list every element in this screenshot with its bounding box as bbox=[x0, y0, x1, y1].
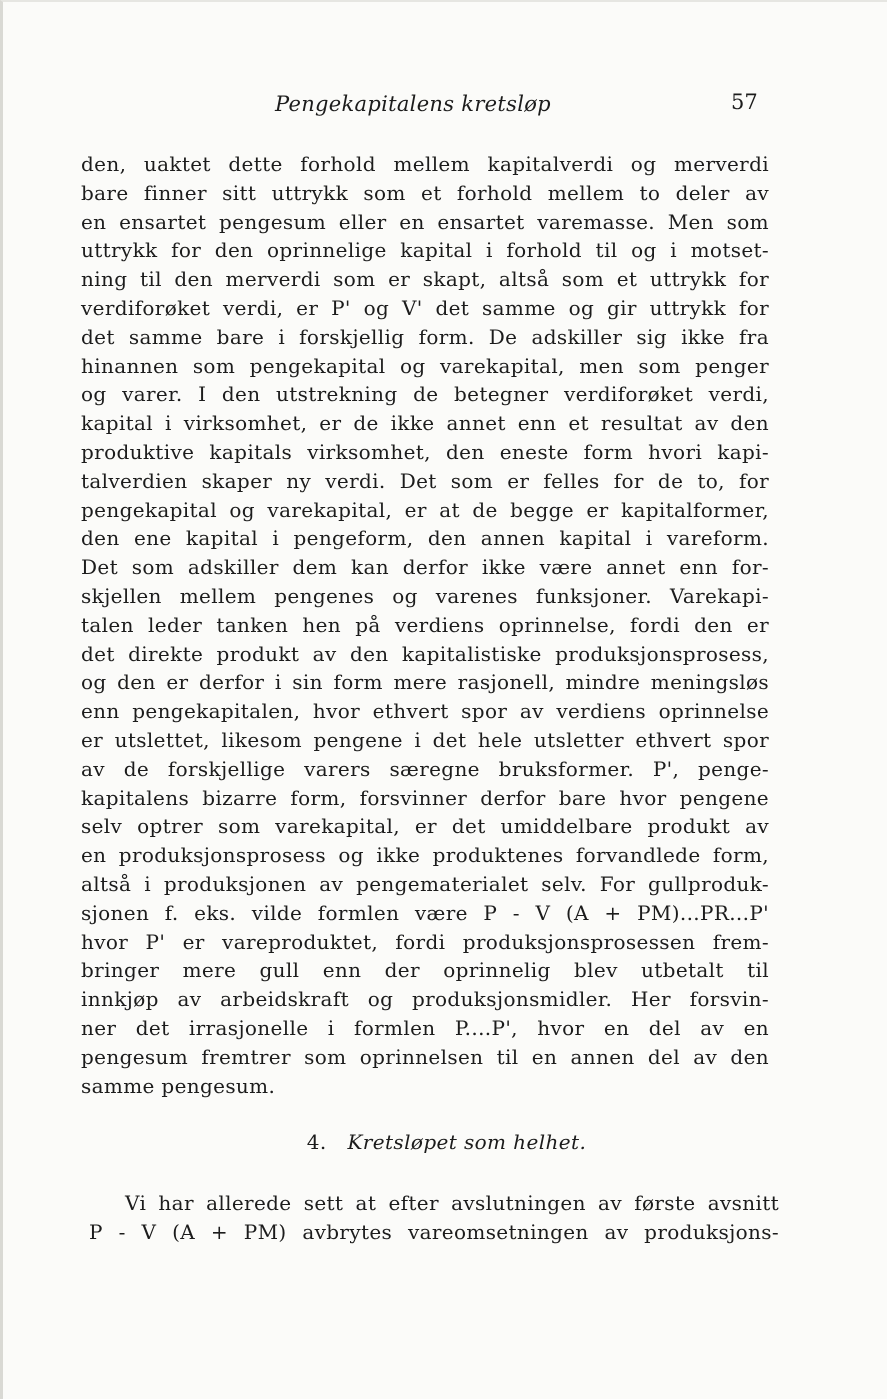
section-title: Kretsløpet som helhet. bbox=[347, 1130, 587, 1154]
running-header bbox=[3, 92, 887, 122]
text-line: verdiforøket verdi, er P' og V' det samme og gir uttrykk for bbox=[81, 295, 769, 320]
text-line: og den er derfor i sin form mere rasjonell, mindre meningsløs bbox=[81, 670, 769, 695]
text-line: den, uaktet dette forhold mellem kapitalverdi og merverdi bbox=[81, 152, 769, 176]
text-line: uttrykk for den oprinnelige kapital i forhold til og i motset- bbox=[81, 238, 769, 263]
text-line: enn pengekapitalen, hvor ethvert spor av verdiens oprinnelse bbox=[81, 699, 769, 724]
text-line: Det som adskiller dem kan derfor ikke være annet enn for- bbox=[81, 555, 769, 580]
text-line: er utslettet, likesom pengene i det hele utsletter ethvert spor bbox=[81, 727, 769, 752]
paragraph-1 bbox=[81, 150, 769, 1100]
text-line: en produksjonsprosess og ikke produktenes forvandlede form, bbox=[81, 843, 769, 868]
text-line: pengekapital og varekapital, er at de begge er kapitalformer, bbox=[81, 497, 769, 522]
text-line: av de forskjellige varers særegne bruksformer. P', penge- bbox=[81, 756, 769, 781]
text-line: og varer. I den utstrekning de betegner verdiforøket verdi, bbox=[81, 382, 769, 407]
text-line: bringer mere gull enn der oprinnelig blev utbetalt til bbox=[81, 958, 769, 983]
page-number: 57 bbox=[731, 90, 758, 114]
text-line: Vi har allerede sett at efter avslutningen av første avsnitt bbox=[125, 1191, 779, 1215]
text-line: kapital i virksomhet, er de ikke annet enn et resultat av den bbox=[81, 411, 769, 436]
text-line: kapitalens bizarre form, forsvinner derfor bare hvor pengene bbox=[81, 785, 769, 810]
text-line: selv optrer som varekapital, er det umiddelbare produkt av bbox=[81, 814, 769, 839]
text-line: sjonen f. eks. vilde formlen være P - V (A + PM)...PR...P' bbox=[81, 900, 769, 925]
running-title: Pengekapitalens kretsløp bbox=[275, 92, 551, 116]
text-line: altså i produksjonen av pengematerialet selv. For gullproduk- bbox=[81, 871, 769, 896]
text-line: pengesum fremtrer som oprinnelsen til en annen del av den bbox=[81, 1044, 769, 1069]
text-line: ning til den merverdi som er skapt, altså som et uttrykk for bbox=[81, 267, 769, 292]
text-line: P - V (A + PM) avbrytes vareomsetningen av produksjons- bbox=[89, 1219, 779, 1244]
text-line: hinannen som pengekapital og varekapital, men som penger bbox=[81, 353, 769, 378]
section-heading bbox=[3, 1130, 887, 1154]
text-line: bare finner sitt uttrykk som et forhold mellem to deler av bbox=[81, 180, 769, 205]
text-line: samme pengesum. bbox=[81, 1073, 276, 1098]
text-line: talen leder tanken hen på verdiens oprinnelse, fordi den er bbox=[81, 612, 769, 637]
text-line: den ene kapital i pengeform, den annen kapital i vareform. bbox=[81, 526, 769, 551]
section-number: 4. bbox=[306, 1130, 327, 1154]
text-line: talverdien skaper ny verdi. Det som er felles for de to, for bbox=[81, 468, 769, 493]
text-line: ner det irrasjonelle i formlen P....P', hvor en del av en bbox=[81, 1015, 769, 1040]
text-line: skjellen mellem pengenes og varenes funksjoner. Varekapi- bbox=[81, 583, 769, 608]
text-line: det direkte produkt av den kapitalistiske produksjonsprosess, bbox=[81, 641, 769, 666]
text-line: innkjøp av arbeidskraft og produksjonsmidler. Her forsvin- bbox=[81, 987, 769, 1012]
text-line: det samme bare i forskjellig form. De adskiller sig ikke fra bbox=[81, 324, 769, 349]
text-line: hvor P' er vareproduktet, fordi produksjonsprosessen frem- bbox=[81, 929, 769, 954]
paragraph-2 bbox=[89, 1189, 779, 1247]
text-line: en ensartet pengesum eller en ensartet varemasse. Men som bbox=[81, 209, 769, 234]
text-line: produktive kapitals virksomhet, den eneste form hvori kapi- bbox=[81, 439, 769, 464]
